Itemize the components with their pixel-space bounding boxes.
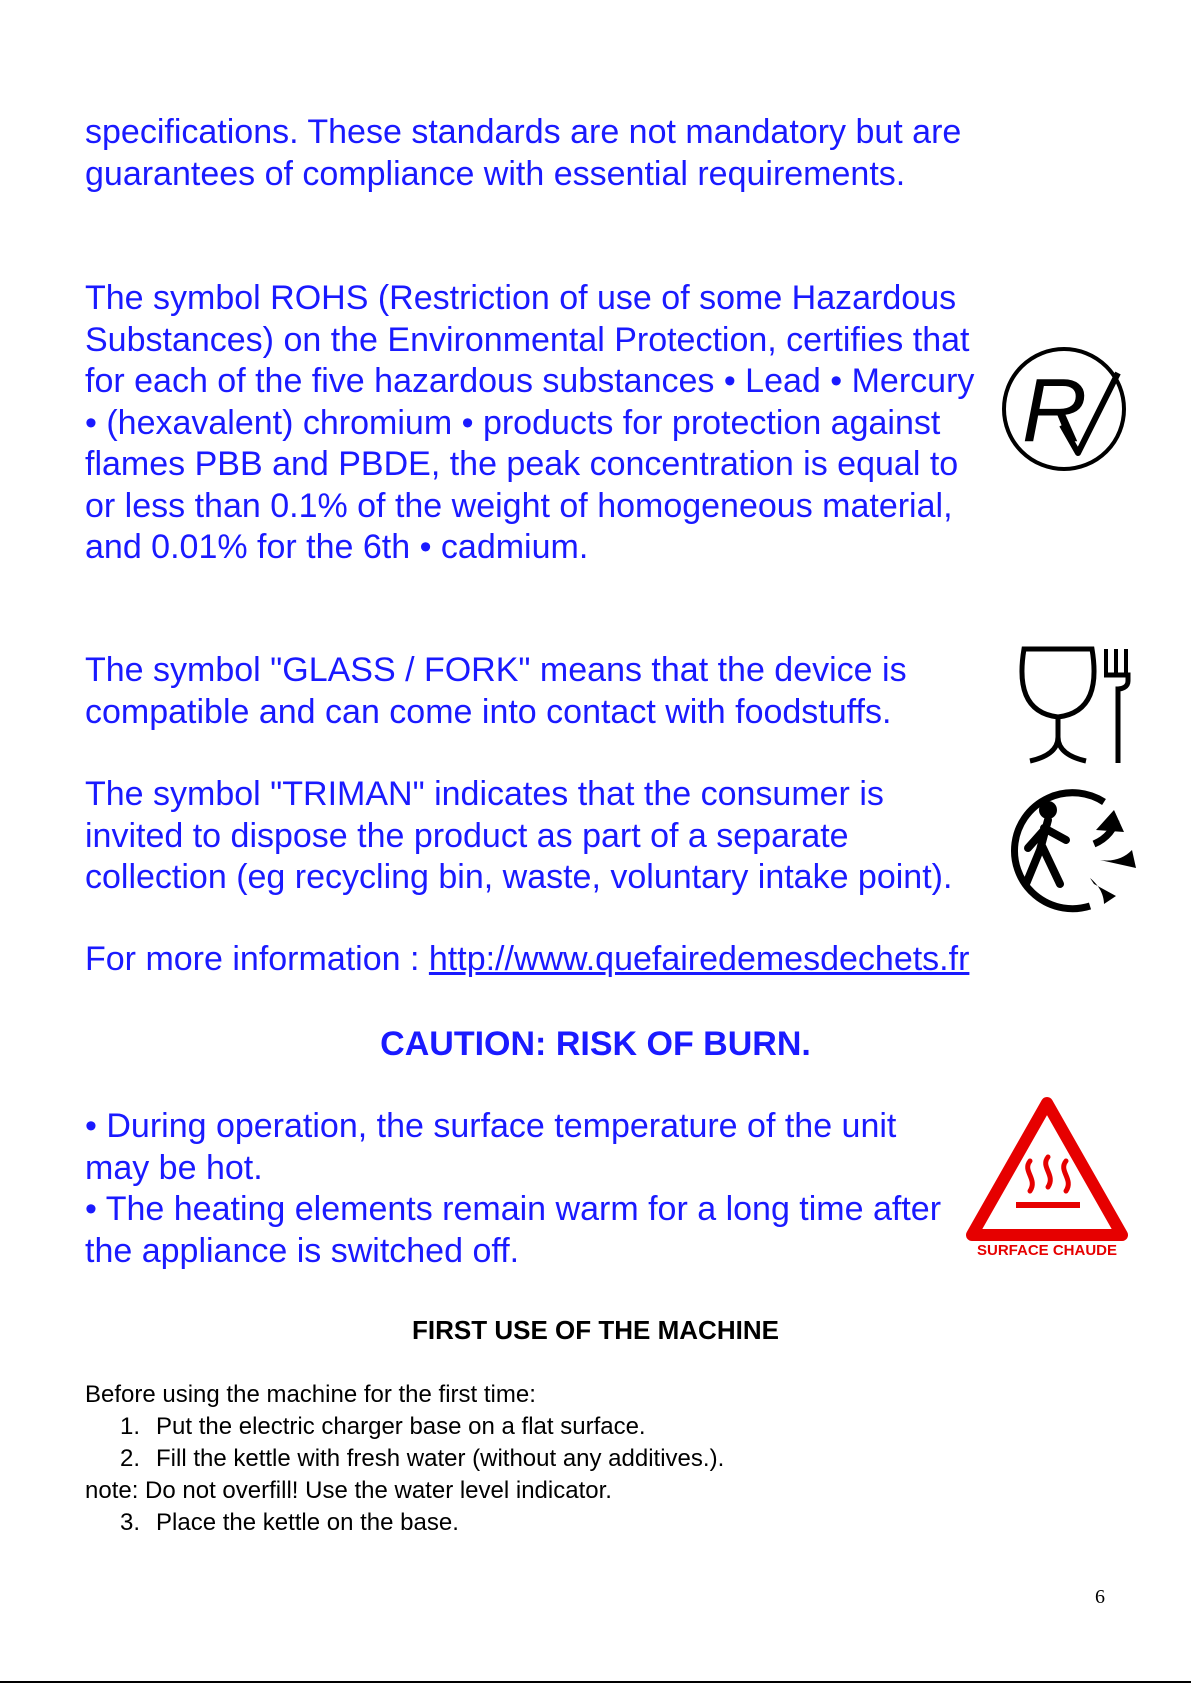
more-info-label: For more information : [85, 940, 429, 978]
page-number: 6 [1095, 1586, 1105, 1608]
intro-paragraph: specifications. These standards are not mandatory but are guarantees of compliance with essential requirements. [85, 113, 962, 193]
triman-icon [1004, 788, 1138, 916]
glass-fork-paragraph: The symbol "GLASS / FORK" means that the device is compatible and can come into contact with foodstuffs. [85, 651, 907, 731]
triman-paragraph: The symbol "TRIMAN" indicates that the consumer is invited to dispose the product as part of a separate collection (eg recycling bin, waste, voluntary intake point). [85, 775, 953, 896]
burn-warning-text [85, 1106, 965, 1272]
step-number: 3. [120, 1509, 141, 1536]
more-info-line [85, 939, 1085, 981]
step-text: Put the electric charger base on a flat surface. [156, 1413, 646, 1440]
step-text: Place the kettle on the base. [156, 1509, 459, 1536]
burn-warning-line-1: • During operation, the surface temperature of the unit may be hot. [85, 1107, 897, 1187]
recycling-website-link[interactable]: http://www.quefairedemesdechets.fr [428, 940, 970, 978]
first-use-step [120, 1443, 724, 1475]
rohs-paragraph: The symbol ROHS (Restriction of use of some Hazardous Substances) on the Environmental Protection, certifies that for each of the five hazardous substances • Lead • Mercury • (hexavalent) chromium • products for protection against flames PBB and PBDE, the peak concentration is equal to or less than 0.1% of the weight of homogeneous material, and 0.01% for the 6th • cadmium. [85, 279, 975, 566]
caution-heading: CAUTION: RISK OF BURN. [380, 1025, 811, 1063]
first-use-intro: Before using the machine for the first time: [85, 1381, 536, 1408]
step-text: Fill the kettle with fresh water (without any additives.). [156, 1445, 725, 1472]
first-use-heading: FIRST USE OF THE MACHINE [412, 1315, 779, 1345]
rohs-icon [1000, 345, 1128, 473]
rohs-icon-letter: R [1022, 361, 1087, 461]
first-use-step [120, 1411, 646, 1443]
step-number: 2. [120, 1445, 141, 1472]
first-use-note: note: Do not overfill! Use the water level indicator. [85, 1477, 612, 1504]
hot-surface-warning-icon [962, 1095, 1132, 1260]
glass-fork-icon [1018, 645, 1136, 765]
step-number: 1. [120, 1413, 141, 1440]
hot-surface-label: SURFACE CHAUDE [976, 1242, 1118, 1259]
burn-warning-line-2: • The heating elements remain warm for a long time after the appliance is switched off. [85, 1190, 942, 1270]
first-use-step [120, 1507, 459, 1539]
